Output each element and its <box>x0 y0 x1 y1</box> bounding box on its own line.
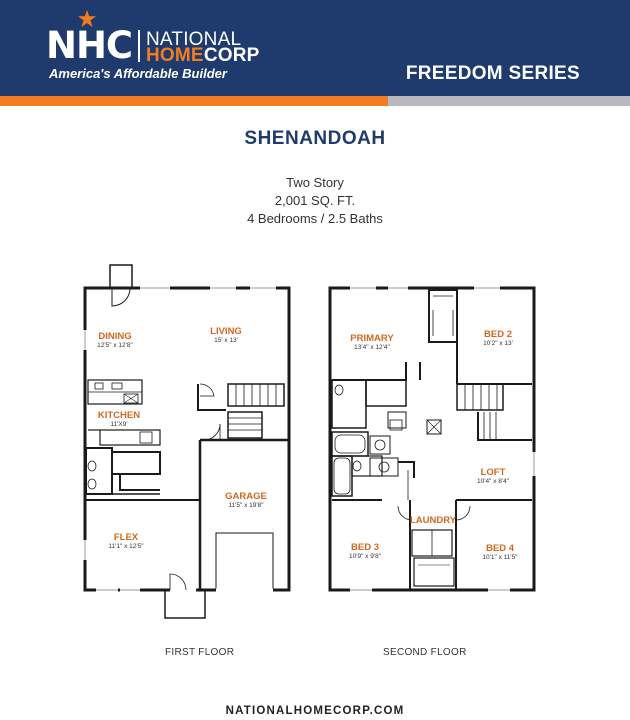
room-bed2-dim: 10'2" x 13' <box>483 340 513 347</box>
room-kitchen-name: KITCHEN <box>97 410 141 421</box>
spec-beds-baths: 4 Bedrooms / 2.5 Baths <box>247 211 383 226</box>
room-dining-dim: 12'5" x 12'8" <box>97 342 133 349</box>
logo-name-home: HOME <box>146 45 204 66</box>
second-floor-caption: SECOND FLOOR <box>383 647 467 658</box>
accent-band-grey <box>388 96 630 106</box>
room-primary-dim: 13'4" x 12'4" <box>354 344 390 351</box>
spec-stories: Two Story <box>286 175 344 190</box>
room-living-name: LIVING <box>210 326 242 337</box>
room-kitchen-dim: 11'X9' <box>110 421 128 428</box>
room-flex-name: FLEX <box>113 532 139 543</box>
room-bed4-name: BED 4 <box>486 543 514 554</box>
spec-sqft: 2,001 SQ. FT. <box>274 193 356 208</box>
footer-url[interactable]: NATIONALHOMECORP.COM <box>225 705 405 717</box>
first-floor-caption: FIRST FLOOR <box>165 647 235 658</box>
room-laundry-name: LAUNDRY <box>409 515 457 526</box>
room-bed2-name: BED 2 <box>484 329 512 340</box>
room-loft-name: LOFT <box>480 467 506 478</box>
header-banner <box>0 0 630 96</box>
logo-name-line1: NATIONAL <box>146 29 242 50</box>
series-title: FREEDOM SERIES <box>405 63 580 84</box>
plan-title: SHENANDOAH <box>244 128 386 149</box>
accent-band-orange <box>0 96 388 106</box>
room-garage-name: GARAGE <box>225 491 267 502</box>
tagline: America's Affordable Builder <box>49 66 227 81</box>
first-floor-plan <box>85 265 289 618</box>
logo-mark: NHC <box>46 24 133 67</box>
room-bed3-name: BED 3 <box>351 542 379 553</box>
room-primary-name: PRIMARY <box>350 333 394 344</box>
room-dining-name: DINING <box>98 331 132 342</box>
room-loft-dim: 10'4" x 8'4" <box>476 478 510 485</box>
room-bed3-dim: 10'9" x 9'8" <box>348 553 382 560</box>
logo-name-line2 <box>146 47 260 65</box>
floor-plans <box>0 255 630 630</box>
logo-divider <box>138 30 140 62</box>
room-flex-dim: 11'1" x 12'5" <box>108 543 144 550</box>
room-bed4-dim: 10'1" x 11'5" <box>482 554 518 561</box>
room-living-dim: 15' x 13' <box>214 337 238 344</box>
room-garage-dim: 11'5" x 19'8" <box>228 502 264 509</box>
second-floor-labels <box>349 329 518 561</box>
logo-name-corp: CORP <box>203 45 260 66</box>
